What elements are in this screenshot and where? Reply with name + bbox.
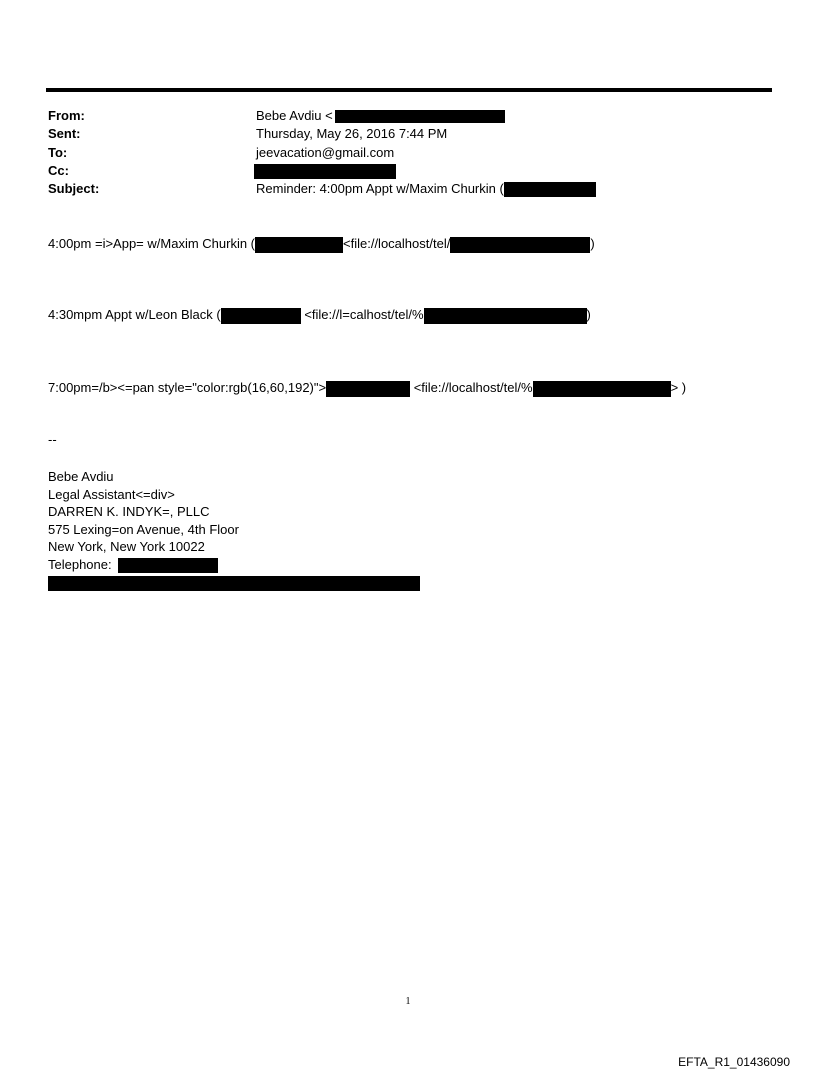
signature-redacted-line (48, 574, 420, 592)
from-sender: Bebe Avdiu < (256, 108, 333, 123)
from-label: From: (48, 108, 85, 123)
body-line-1-link: <file://localhost/tel/ (343, 236, 451, 251)
sent-label: Sent: (48, 126, 81, 141)
signature-name: Bebe Avdiu (48, 469, 114, 484)
body-line-2-end: ) (586, 307, 591, 322)
signature-address-1: 575 Lexing=on Avenue, 4th Floor (48, 521, 239, 537)
redaction-block (335, 110, 505, 123)
redaction-block (326, 381, 410, 397)
body-line-2 (48, 307, 591, 324)
signature-address-2: New York, New York 10022 (48, 539, 205, 555)
signature-block (48, 468, 420, 591)
body-line-2-text: 4:30mpm Appt w/Leon Black ( (48, 307, 221, 322)
redaction-block (424, 308, 587, 324)
signature-telephone (48, 556, 420, 574)
document-id: EFTA_R1_01436090 (678, 1055, 790, 1069)
signature-separator: -- (48, 432, 57, 447)
page-number: 1 (405, 996, 411, 1007)
body-line-1-end: ) (590, 236, 595, 251)
redaction-block (221, 308, 301, 324)
subject-label: Subject: (48, 181, 100, 196)
body-line-3-link: <file://localhost/tel/% (410, 380, 533, 395)
redaction-block (504, 182, 596, 197)
redaction-block (255, 237, 343, 253)
to-label: To: (48, 145, 68, 160)
body-line-2-link: <file://l=calhost/tel/% (300, 307, 424, 322)
body-line-1 (48, 236, 595, 253)
sent-value: Thursday, May 26, 2016 7:44 PM (256, 126, 448, 141)
subject-value (256, 181, 596, 197)
redaction-block (48, 576, 420, 591)
cc-label: Cc: (48, 163, 69, 178)
signature-title: Legal Assistant<=div> (48, 486, 175, 502)
body-line-1-text: 4:00pm =i>App= w/Maxim Churkin ( (48, 236, 256, 251)
body-line-3-end: > ) (670, 380, 687, 395)
header-rule (46, 88, 772, 92)
body-line-3 (48, 380, 686, 397)
to-value: jeevacation@gmail.com (256, 145, 395, 160)
redaction-block (450, 237, 590, 253)
redaction-block (118, 558, 218, 573)
redaction-block (533, 381, 671, 397)
from-value (256, 108, 505, 124)
telephone-label: Telephone: (48, 556, 112, 572)
subject-text: Reminder: 4:00pm Appt w/Maxim Churkin ( (256, 181, 504, 196)
cc-value (256, 163, 396, 179)
body-line-3-text: 7:00pm=/b><=pan style="color:rgb(16,60,192)"> (48, 380, 327, 395)
signature-firm: DARREN K. INDYK=, PLLC (48, 504, 210, 520)
redaction-block (254, 164, 396, 179)
